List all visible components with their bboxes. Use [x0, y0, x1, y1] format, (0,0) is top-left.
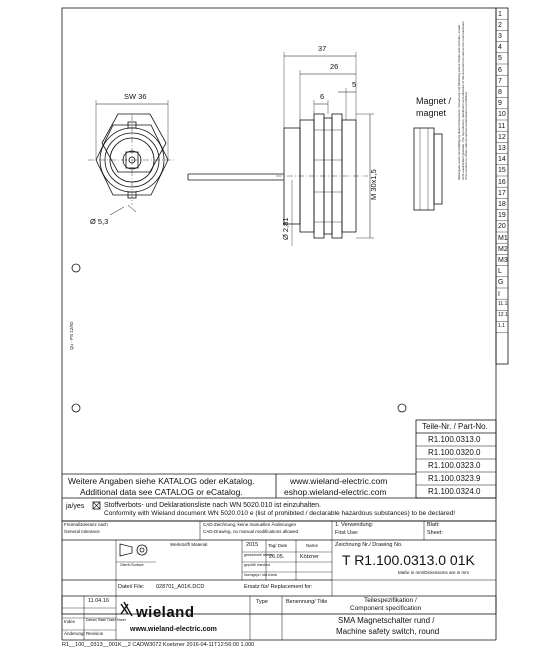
title-line-3: SMA Magnetschalter rund /	[338, 616, 435, 625]
compliance-line-2: Conformity with Wieland document WN 5020.010 e (list of prohibited / declarable hazardous substances) to be declared!	[104, 510, 456, 517]
revision-index-cell: 14	[498, 156, 506, 164]
part-item: R1.100.0313.0	[428, 435, 481, 444]
sheet-label-en: Sheet:	[427, 530, 443, 536]
revision-index-cell: 7	[498, 77, 502, 85]
title-line-2: Component specification	[350, 605, 422, 612]
ja-yes-label: ja/yes	[66, 503, 85, 510]
punch-hole-2	[72, 404, 80, 412]
revision-index-cell: 13	[498, 144, 506, 152]
drawing-no-label: Zeichnung Nr./ Drawing No.	[335, 542, 403, 548]
revision-index-cell: 5	[498, 55, 502, 63]
first-use-label-de: 1. Verwendung:	[335, 522, 374, 528]
side-note: Qu - PS 12/92	[69, 321, 74, 350]
magnet-label-2: magnet	[416, 108, 447, 118]
wieland-logo-text: wieland	[136, 604, 195, 621]
punch-hole-3	[398, 404, 406, 412]
part-item: R1.100.0323.9	[428, 474, 481, 483]
cad-note-en: CAD-Drawing, no manual modifications allowed	[203, 529, 299, 534]
drawn-date: 26.05.	[269, 554, 285, 560]
date-header: Tag/ Date	[268, 543, 288, 548]
revision-index-cell: 8	[498, 88, 502, 96]
revision-index-cell: 1	[498, 10, 502, 18]
revision-index-cell: 12.1	[498, 311, 508, 318]
file-label: Datei/ File:	[118, 584, 145, 590]
revision-index-cell: 17	[498, 189, 506, 197]
file-name: 028701_A01K.DCD	[156, 584, 205, 590]
first-use-label-en: First Use:	[335, 530, 359, 536]
index-label: Index	[64, 619, 76, 624]
dim-sw: SW 36	[124, 92, 147, 101]
projection-symbol	[120, 544, 147, 556]
dim-wire: Ø 2,81	[281, 217, 290, 240]
web-link[interactable]: www.wieland-electric.com	[290, 476, 388, 486]
name-header: Name	[306, 543, 319, 548]
revision-index-cell: 15	[498, 167, 506, 175]
logo-url: www.wieland-electric.com	[130, 626, 217, 633]
sheet-label-de: Blatt:	[427, 522, 440, 528]
title-label: Benennung/ Title	[286, 599, 328, 605]
drawing-number: T R1.100.0313.0 01K	[342, 552, 475, 568]
magnet-view	[414, 128, 442, 210]
revision-index-cell: 3	[498, 32, 502, 40]
revision-index-cell: 20	[498, 223, 506, 231]
dim-thread: M 30x1,5	[369, 169, 378, 200]
revision-index-cell: I	[498, 290, 500, 298]
norm-label: Normgepr./ std.check	[244, 573, 278, 577]
revision-index-cell: G	[498, 279, 504, 287]
file-footer: R1__100__0313__001K__2 CADW3072 Koetzner 2016-04-11T12:56:00 1.000	[62, 642, 255, 648]
type-label: Type	[256, 599, 268, 605]
front-view	[88, 100, 176, 215]
surface-mark: Oberfl./Surface	[120, 563, 144, 567]
revision-index-cell: L	[498, 268, 502, 276]
drawn-name: Kötzner	[300, 554, 319, 560]
dimension-note: Maße in mm/Dimensions are in mm	[398, 570, 470, 575]
dim-hole: Ø 5,3	[90, 217, 109, 226]
title-line-1: Teilespezifikation /	[364, 597, 417, 604]
cad-note-de: CAD-Zeichnung, keine manuellen Änderungen	[203, 522, 297, 527]
dim-6: 6	[320, 92, 325, 101]
part-item: R1.100.0323.0	[428, 461, 481, 470]
year-value: 2015	[246, 542, 259, 548]
revision-index-cell: 19	[498, 212, 506, 220]
revision-index-cell: 10	[498, 111, 506, 119]
revision-label: Änderung/ Revision	[64, 631, 104, 636]
revision-index-cell: M2	[498, 245, 508, 253]
revision-index-cell: 9	[498, 100, 502, 108]
catalog-note-de: Weitere Angaben siehe KATALOG oder eKatalog.	[68, 476, 255, 486]
dim-5: 5	[352, 80, 357, 89]
revision-index-cell: 11	[498, 122, 506, 130]
part-item: R1.100.0324.0	[428, 487, 481, 496]
revision-index-cell: M1	[498, 234, 508, 242]
catalog-note-en: Additional data see CATALOG or eCatalog.	[80, 487, 243, 497]
index-date: 11.04.16	[88, 598, 110, 604]
material-label: Werkstoff/ Material	[170, 542, 208, 547]
revision-index-cell: M3	[498, 256, 508, 264]
punch-hole-1	[72, 264, 80, 272]
magnet-label-1: Magnet /	[416, 96, 452, 106]
checked-label: geprüft/ checked	[244, 563, 270, 567]
tolerance-label-de: Freimaßtoleranz nach	[64, 522, 108, 527]
replacement-label: Ersatz für/ Replacement for:	[244, 584, 313, 590]
eshop-link[interactable]: eshop.wieland-electric.com	[284, 487, 387, 497]
revision-index-cell: 2	[498, 21, 502, 29]
tolerance-label-en: General tolerance	[64, 529, 100, 534]
revision-index-cell: 18	[498, 200, 506, 208]
compliance-line-1: Stoffverbots- und Deklarationsliste nach WN 5020.010 ist einzuhalten.	[104, 502, 321, 509]
copyright-note: Weitergabe sowie Vervielfältigung dieses Dokuments, Verwertung und Mitteilung seines Inhalts sind verboten, soweit nicht ausdrücklich gestattet. The reproduction, distribution and utilization of this document as well as the communication of its contents to others without express authorization is prohibited.	[457, 21, 469, 180]
revision-index-cell: 12	[498, 133, 506, 141]
revision-index-cell: 11.1	[498, 300, 508, 307]
parts-header: Teile-Nr. / Part-No.	[422, 422, 488, 431]
revision-index-cell: 6	[498, 66, 502, 74]
drawn-label: gezeichnet/ drawn	[244, 553, 273, 557]
part-item: R1.100.0320.0	[428, 448, 481, 457]
title-line-4: Machine safety switch, round	[336, 627, 440, 636]
date-sheet-label: Datum/ Blatt/ Date/ Sheet	[86, 618, 126, 622]
dim-37: 37	[318, 44, 327, 53]
revision-index-cell: 4	[498, 44, 502, 52]
dim-26: 26	[330, 62, 339, 71]
revision-index-cell: 1.1	[498, 323, 505, 330]
revision-index-cell: 16	[498, 178, 506, 186]
